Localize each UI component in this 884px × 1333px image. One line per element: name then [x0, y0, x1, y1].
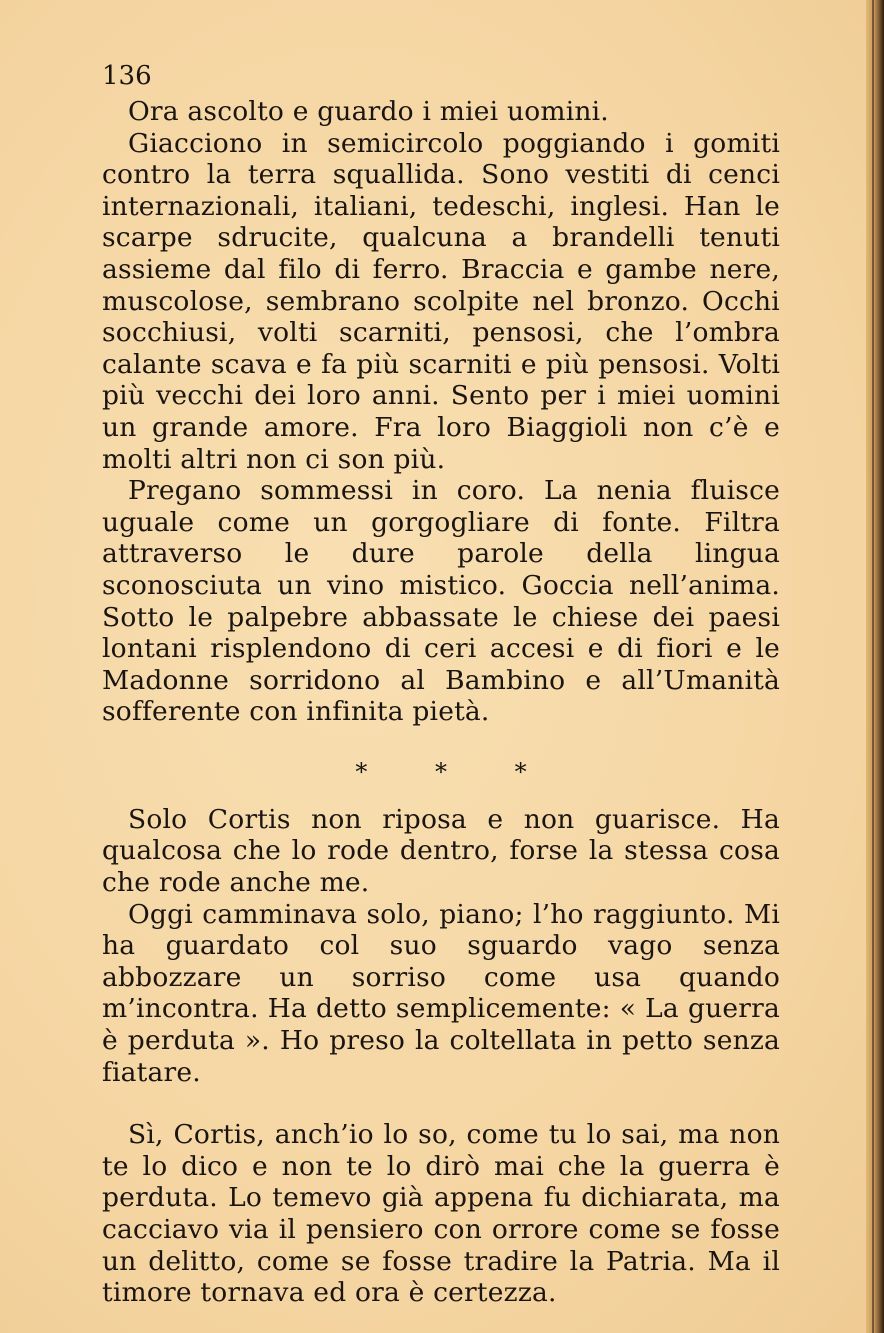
page-number: 136	[102, 61, 152, 91]
page-binding-shadow	[872, 0, 874, 1333]
page-edge	[866, 0, 884, 1333]
paragraph-1: Ora ascolto e guardo i miei uomini.	[128, 96, 609, 127]
paragraph-6: Sì, Cortis, anch’io lo so, come tu lo sai, ma non te lo dico e non te lo dirò mai che la guerra è perduta. Lo temevo già appena fu dichiarata, ma cacciavo via il pensiero con orrore come se fosse un delitto, come se fosse tradire la Patria. Ma il timore tornava ed ora è certezza.	[102, 1119, 780, 1309]
paragraph-3: Pregano sommessi in coro. La nenia fluisce uguale come un gorgogliare di fonte. Filtra attraverso le dure parole della lingua sconosciuta un vino mistico. Goccia nell’anima. Sotto le palpebre abbassate le chiese dei paesi lontani risplendono di ceri accesi e di fiori e le Madonne sorridono al Bambino e all’Umanità sofferente con infinita pietà.	[102, 475, 780, 728]
section-separator: * * *	[355, 757, 557, 786]
paragraph-gap	[102, 1088, 780, 1119]
paragraph-4: Solo Cortis non riposa e non guarisce. Ha qualcosa che lo rode dentro, forse la stessa cosa che rode anche me.	[102, 803, 780, 899]
page-body	[102, 56, 780, 1309]
paragraph-2: Giacciono in semicircolo poggiando i gomiti contro la terra squallida. Sono vestiti di cenci internazionali, italiani, tedeschi, inglesi. Han le scarpe sdrucite, qualcuna a brandelli tenuti assieme dal filo di ferro. Braccia e gambe nere, muscolose, sembrano scolpite nel bronzo. Occhi socchiusi, volti scarniti, pensosi, che l’ombra calante scava e fa più scarniti e più pensosi. Volti più vecchi dei loro anni. Sento per i miei uomini un grande amore. Fra loro Biaggioli non c’è e molti altri non ci son più.	[102, 127, 780, 475]
paragraph-5: Oggi camminava solo, piano; l’ho raggiunto. Mi ha guardato col suo sguardo vago senza abbozzare un sorriso come usa quando m’incontra. Ha detto semplicemente: « La guerra è perduta ». Ho preso la coltellata in petto senza fiatare.	[102, 898, 780, 1088]
